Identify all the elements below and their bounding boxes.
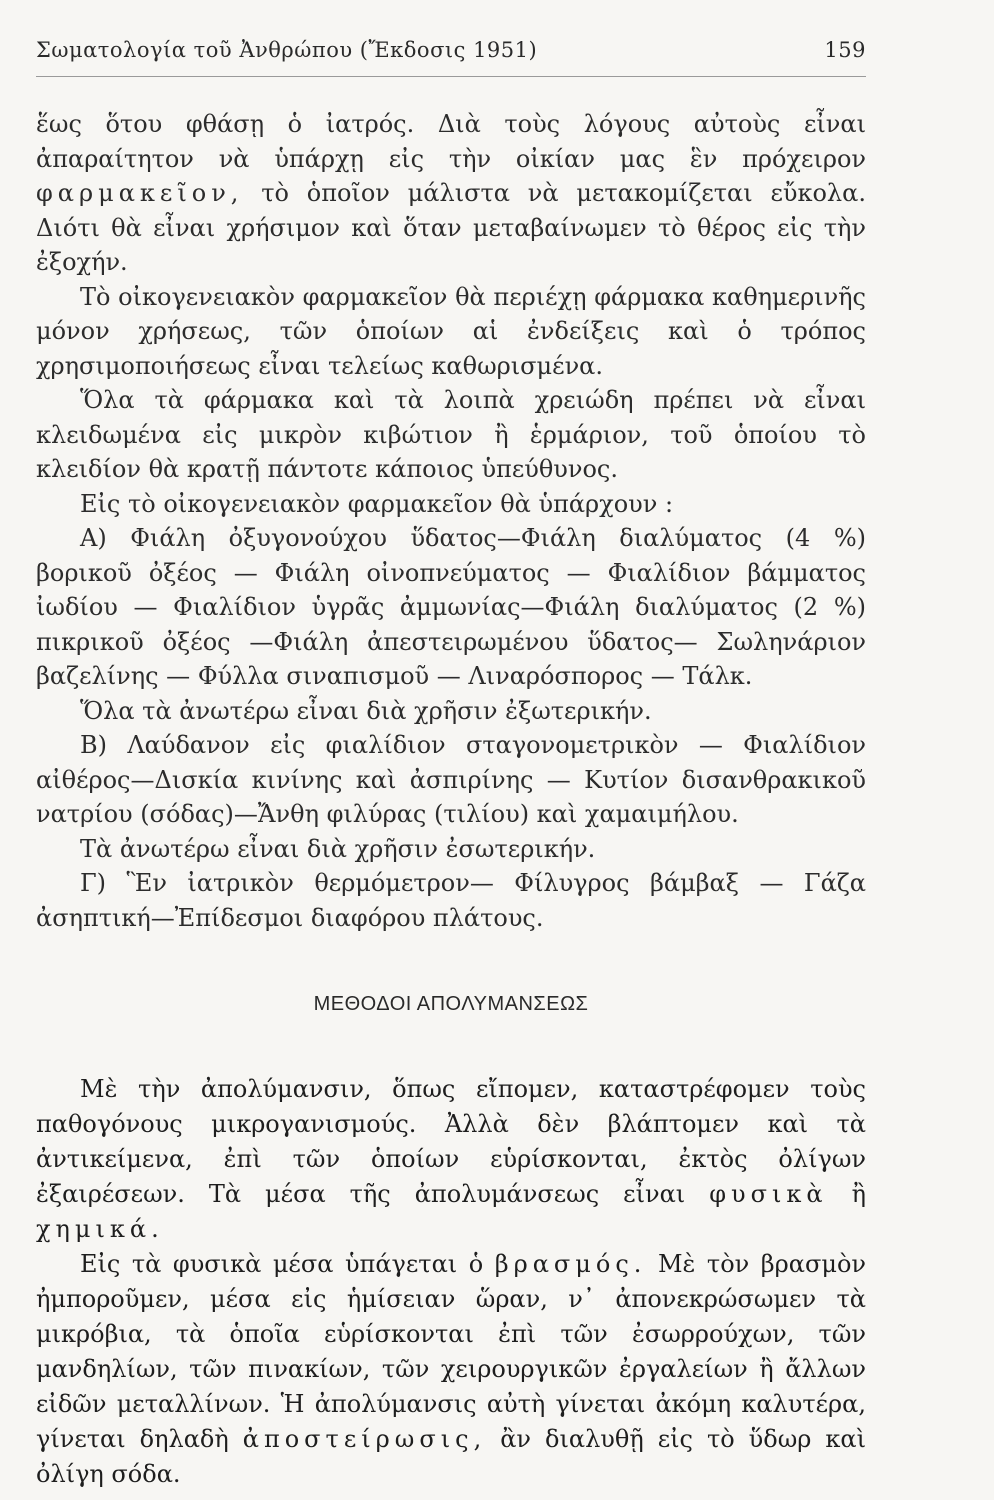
emphasis-text: ἀποστείρωσις, — [242, 1425, 487, 1453]
paragraph: Ὅλα τὰ φάρμακα καὶ τὰ λοιπὰ χρειώδη πρέπει νὰ εἶναι κλειδωμένα εἰς μικρὸν κιβώτιον ἢ ἑρμάριον, τοῦ ὁποίου τὸ κλειδίον θὰ κρατῇ πάντοτε κάποιος ὑπεύθυνος. — [36, 386, 866, 483]
emphasis-text: χημικά. — [36, 1215, 164, 1243]
paragraph: Εἰς τὸ οἰκογενειακὸν φαρμακεῖον θὰ ὑπάρχουν : — [80, 489, 674, 518]
list-paragraph-b: Β) Λαύδανον εἰς φιαλίδιον σταγονομετρικὸν — Φιαλίδιον αἰθέρος—Δισκία κινίνης καὶ ἀσπιρίνης — Κυτίον δισανθρακικοῦ νατρίου (σόδας)—Ἄνθη φιλύρας (τιλίου) καὶ χαμαιμήλου. — [36, 731, 866, 828]
paragraph-text: τὸ ὁποῖον μάλιστα νὰ μετακομίζεται εὔκολα. Διότι θὰ εἶναι χρήσιμον καὶ ὅταν μεταβαίνωμεν τὸ θέρος εἰς τὴν ἐξοχήν. — [36, 179, 866, 276]
paragraph-text: Μὲ τὴν ἀπολύμανσιν, ὅπως εἴπομεν, καταστρέφομεν τοὺς παθογόνους μικρογανισμούς. Ἀλλὰ δὲν βλάπτομεν καὶ τὰ ἀντικείμενα, ἐπὶ τῶν ὁποίων εὑρίσκονται, ἐκτὸς ὀλίγων ἐξαιρέσεων. Τὰ μέσα τῆς ἀπολυμάνσεως εἶναι — [36, 1075, 866, 1208]
paragraph: Ὅλα τὰ ἀνωτέρω εἶναι διὰ χρῆσιν ἐξωτερικήν. — [80, 696, 652, 725]
paragraph — [36, 1247, 866, 1492]
running-head — [36, 38, 866, 77]
page-number: 159 — [824, 38, 866, 62]
list-paragraph-a: Α) Φιάλη ὀξυγονούχου ὕδατος—Φιάλη διαλύματος (4 %) βορικοῦ ὀξέος — Φιάλη οἰνοπνεύματος — Φιαλίδιον βάμματος ἰωδίου — Φιαλίδιον ὑγρᾶς ἀμμωνίας—Φιάλη διαλύματος (2 %) πικρικοῦ ὀξέος —Φιάλη ἀπεστειρωμένου ὕδατος— Σωληνάριον βαζελίνης — Φύλλα σιναπισμοῦ — Λιναρόσπορος — Τάλκ. — [36, 524, 866, 690]
paragraph — [36, 107, 866, 280]
paragraph — [36, 1072, 866, 1247]
paragraph-text: Μὲ τὸν βρασμὸν ἠμποροῦμεν, μέσα εἰς ἡμίσειαν ὥραν, ν᾽ ἀπονεκρώσωμεν τὰ μικρόβια, τὰ ὁποῖα εὑρίσκονται ἐπὶ τῶν ἐσωρρούχων, τῶν μανδηλίων, τῶν πινακίων, τῶν χειρουργικῶν ἐργαλείων ἢ ἄλλων εἰδῶν μεταλλίνων. Ἡ ἀπολύμανσις αὐτὴ γίνεται ἀκόμη καλυτέρα, γίνεται δηλαδὴ — [36, 1250, 866, 1453]
paragraph-text: Εἰς τὰ φυσικὰ μέσα ὑπάγεται ὁ — [80, 1250, 484, 1278]
emphasis-text: βρασμός. — [494, 1250, 647, 1278]
book-title: Σωματολογία τοῦ Ἀνθρώπου (Ἔκδοσις 1951) — [36, 38, 538, 62]
list-paragraph-c: Γ) Ἓν ἰατρικὸν θερμόμετρον— Φίλυγρος βάμβαξ — Γάζα ἀσηπτική—Ἐπίδεσμοι διαφόρου πλάτους. — [36, 869, 866, 932]
body-text — [36, 107, 866, 935]
paragraph: Τὸ οἰκογενειακὸν φαρμακεῖον θὰ περιέχῃ φάρμακα καθημερινῆς μόνον χρήσεως, τῶν ὁποίων αἱ ἐνδείξεις καὶ ὁ τρόπος χρησιμοποιήσεως εἶναι τελείως καθωρισμένα. — [36, 282, 866, 380]
emphasis-text: φυσικὰ — [709, 1180, 828, 1208]
emphasis-text: φαρμακεῖον, — [36, 179, 244, 207]
paragraph-text: ἕως ὅτου φθάσῃ ὁ ἰατρός. Διὰ τοὺς λόγους αὐτοὺς εἶναι ἀπαραίτητον νὰ ὑπάρχῃ εἰς τὴν οἰκίαν μας ἓν πρόχειρον — [36, 110, 866, 173]
paragraph: Τὰ ἀνωτέρω εἶναι διὰ χρῆσιν ἐσωτερικήν. — [80, 834, 596, 863]
section-heading: ΜΕΘΟΔΟΙ ΑΠΟΛΥΜΑΝΣΕΩΣ — [313, 993, 589, 1015]
paragraph-text: ἂν διαλυθῇ εἰς τὸ ὕδωρ καὶ ὀλίγη σόδα. — [36, 1425, 866, 1488]
page — [36, 38, 866, 1492]
paragraph-text: ἢ — [851, 1180, 866, 1208]
section-body — [36, 1072, 866, 1492]
